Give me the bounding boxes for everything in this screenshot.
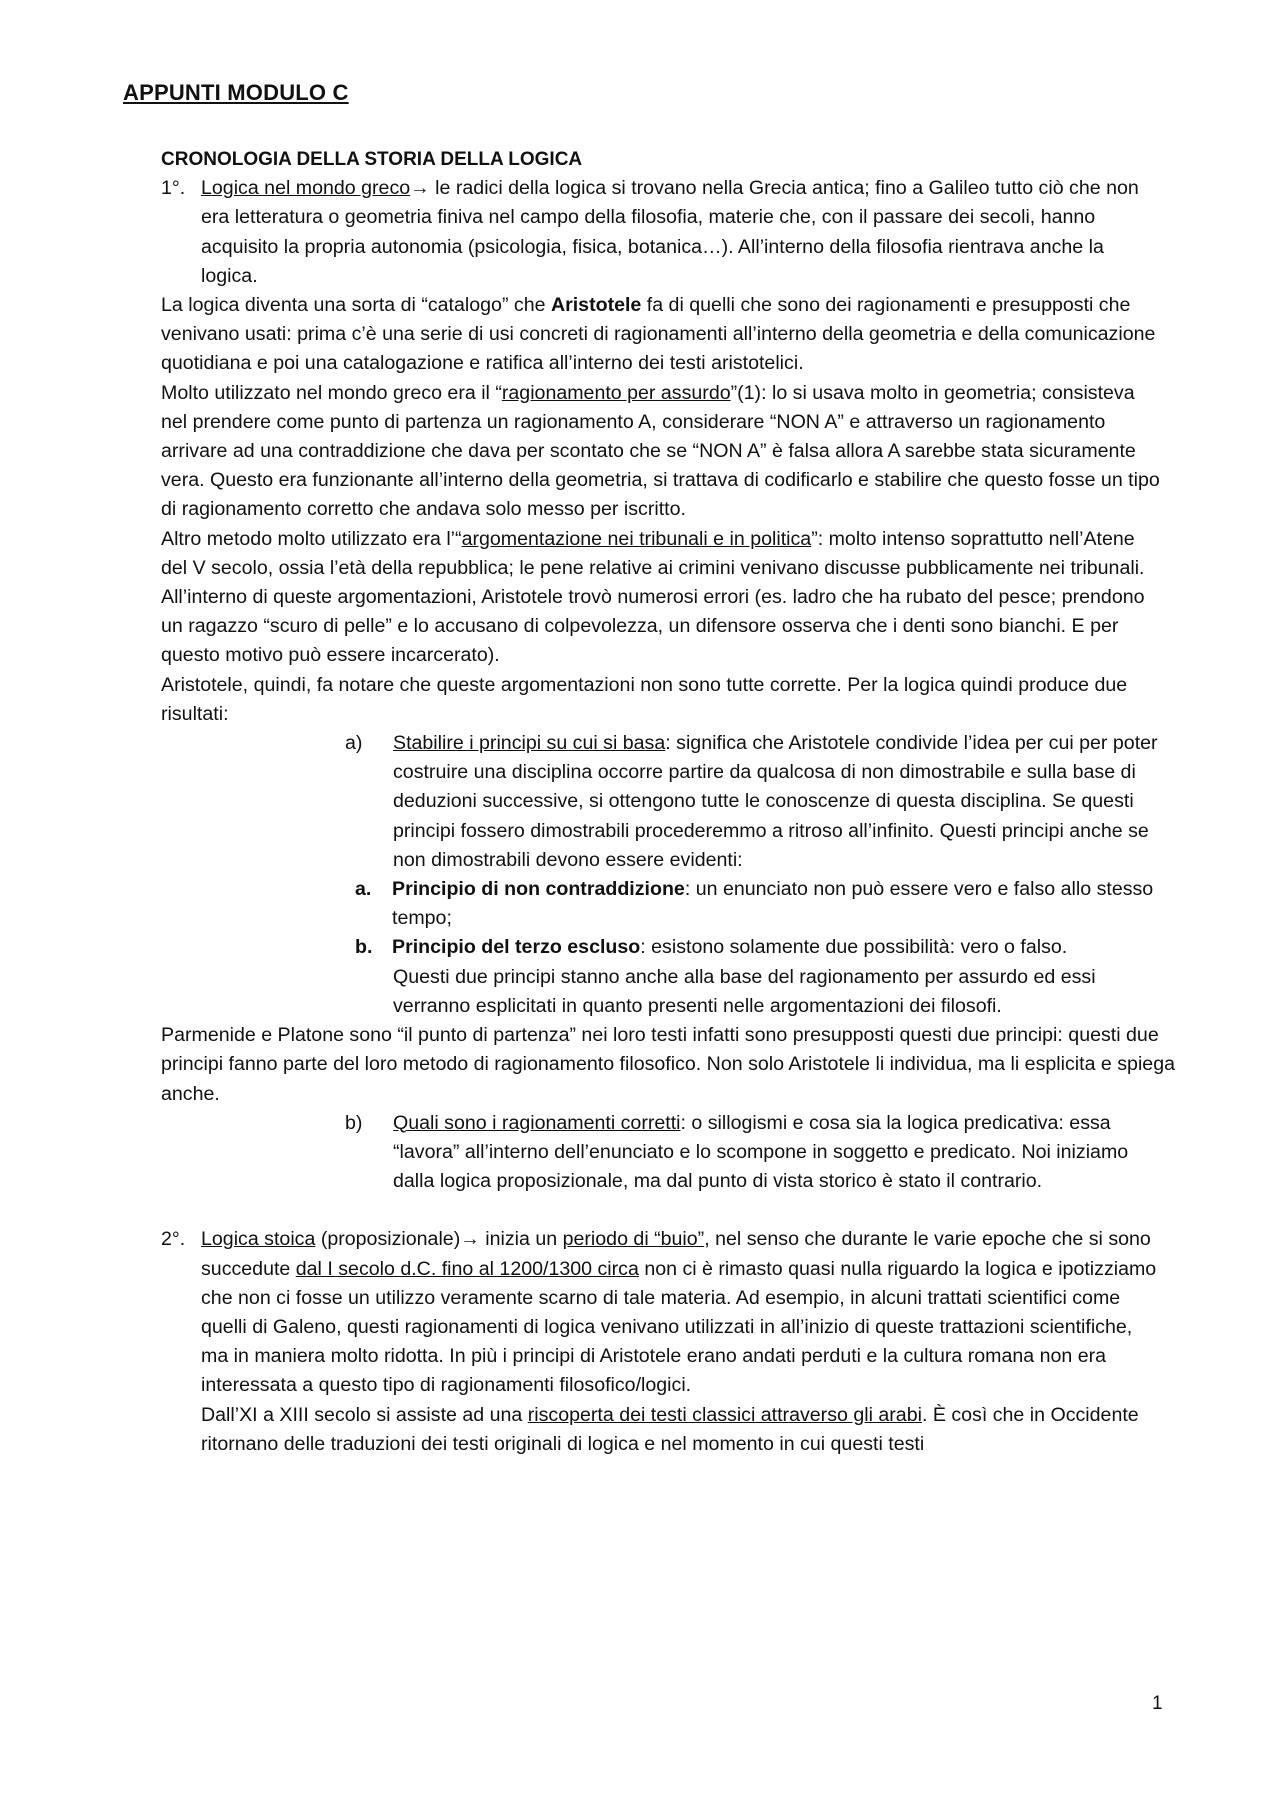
document-title: APPUNTI MODULO C bbox=[123, 80, 349, 105]
item-number: 1°. bbox=[161, 177, 186, 200]
bold-term: Principio del terzo escluso bbox=[392, 936, 641, 959]
paragraph-text: Molto utilizzato nel mondo greco era il “ bbox=[161, 381, 502, 404]
underlined-term: riscoperta dei testi classici attraverso gli arabi bbox=[527, 1403, 922, 1426]
paragraph-text: (proposizionale) bbox=[315, 1228, 461, 1251]
sub-label: b. bbox=[355, 936, 373, 959]
paragraph-text: : esistono solamente due possibilità: vero o falso. bbox=[640, 936, 1068, 959]
paragraph-principi-base: Questi due principi stanno anche alla base del ragionamento per assurdo ed essi verranno esplicitati in quanto presenti nelle argomentazioni dei filosofi. bbox=[393, 965, 1096, 1017]
sub-item-a bbox=[355, 875, 1161, 933]
underlined-term: Quali sono i ragionamenti corretti bbox=[393, 1111, 681, 1134]
paragraph-text: le radici della logica si trovano nella Grecia antica; fino a Galileo tutto ciò che non era letteratura o geometria finiva nel campo della filosofia, materie che, con il passare dei secoli, hanno acquisito la propria autonomia (psicologia, fisica, botanica…). All’interno della filosofia rientrava anche la logica. bbox=[201, 177, 1139, 287]
sub-label: a. bbox=[355, 878, 372, 901]
paragraph-parmenide: Parmenide e Platone sono “il punto di partenza” nei loro testi infatti sono presupposti questi due principi: questi due principi fanno parte del loro metodo di ragionamento filosofico. Non solo Aristotele li individua, ma li esplicita e spiega anche. bbox=[161, 1024, 1175, 1105]
paragraph-text: fa di quelli che sono dei ragionamenti e presupposti che venivano usati: prima c’è una serie di usi concreti di ragionamenti all’interno della geometria e della comunicazione quotidiana e poi una catalogazione e ratifica all’interno dei testi aristotelici. bbox=[161, 294, 1156, 375]
numbered-item-1 bbox=[161, 174, 1161, 291]
underlined-term: argomentazione nei tribunali e in politica bbox=[461, 527, 812, 550]
results-list bbox=[345, 729, 1161, 1021]
paragraph-text: La logica diventa una sorta di “catalogo” che bbox=[161, 294, 551, 317]
paragraph-tribunali bbox=[161, 525, 1161, 671]
paragraph-text: ”: molto intenso soprattutto nell’Atene del V secolo, ossia l’età della repubblica; le pene relative ai crimini venivano discusse pubblicamente nei tribunali. All’interno di queste argomentazioni, Aristotele trovò numerosi errori (es. ladro che ha rubato del pesce; prendono un ragazzo “scuro di pelle” e lo accusano di colpevolezza, un difensore osserva che i denti sono bianchi. E per questo motivo può essere incarcerato). bbox=[161, 527, 1145, 667]
spacer bbox=[161, 1196, 1161, 1225]
bold-term: Principio di non contraddizione bbox=[392, 878, 685, 901]
page-number: 1 bbox=[1152, 1693, 1163, 1714]
paragraph-text: : o sillogismi e cosa sia la logica predicativa: essa “lavora” all’interno dell’enunciato e lo scompone in soggetto e predicato. Noi iniziamo dalla logica proposizionale, ma dal punto di vista storico è stato il contrario. bbox=[393, 1111, 1129, 1193]
numbered-item-2 bbox=[161, 1225, 1161, 1400]
section-title: CRONOLOGIA DELLA STORIA DELLA LOGICA bbox=[161, 149, 583, 170]
topic-heading: Logica stoica bbox=[201, 1228, 316, 1251]
list-label: a) bbox=[345, 732, 363, 755]
paragraph-catalogo bbox=[161, 291, 1161, 379]
paragraph-text: , nel senso che durante le varie epoche che si sono succedute bbox=[201, 1228, 1151, 1280]
underlined-term: Stabilire i principi su cui si basa bbox=[393, 732, 666, 755]
arrow-icon: → bbox=[460, 1228, 480, 1251]
paragraph-text: : significa che Aristotele condivide l’idea per cui per poter costruire una disciplina occorre partire da qualcosa di non dimostrabile e sulla base di deduzioni successive, si ottengono tutte le conoscenze di questa disciplina. Se questi principi fossero dimostrabili procederemmo a ritroso all’infinito. Questi principi anche se non dimostrabili devono essere evidenti: bbox=[393, 732, 1158, 871]
paragraph-text: ”(1): lo si usava molto in geometria; consisteva nel prendere come punto di partenza un ragionamento A, considerare “NON A” e attraverso un ragionamento arrivare ad una contraddizione che dava per scontato che se “NON A” è falsa allora A sarebbe stata sicuramente vera. Questo era funzionante all’interno della geometria, si trattava di codificarlo e stabilire che questo fosse un tipo di ragionamento corretto che andava solo messo per iscritto. bbox=[161, 381, 1160, 521]
list-item-b bbox=[345, 1109, 1161, 1197]
paragraph-text: Altro metodo molto utilizzato era l’“ bbox=[161, 527, 462, 550]
paragraph-text: : un enunciato non può essere vero e falso allo stesso tempo; bbox=[392, 878, 1154, 930]
underlined-term: periodo di “buio” bbox=[562, 1228, 705, 1251]
numbered-item-2-continued bbox=[161, 1401, 1161, 1459]
paragraph-text: . È così che in Occidente ritornano delle traduzioni dei testi originali di logica e nel momento in cui questi testi bbox=[201, 1403, 1139, 1455]
results-list-continued bbox=[345, 1109, 1161, 1197]
list-label: b) bbox=[345, 1111, 363, 1134]
paragraph-text: Dall’XI a XIII secolo si assiste ad una bbox=[201, 1403, 528, 1426]
topic-heading: Logica nel mondo greco bbox=[201, 177, 411, 200]
paragraph-text: non ci è rimasto quasi nulla riguardo la logica e ipotizziamo che non ci fosse un utilizzo veramente scarno di tale materia. Ad esempio, in alcuni trattati scientifici come quelli di Galeno, questi ragionamenti di logica venivano utilizzati in all’inizio di queste trattazioni scientifiche, ma in maniera molto ridotta. In più i principi di Aristotele erano andati perduti e la cultura romana non era interessata a questo tipo di ragionamenti filosofico/logici. bbox=[201, 1257, 1157, 1397]
arrow-icon: → bbox=[410, 177, 430, 200]
paragraph-text: inizia un bbox=[479, 1228, 563, 1251]
paragraph-assurdo bbox=[161, 379, 1161, 525]
bold-term: Aristotele bbox=[550, 294, 642, 317]
underlined-term: dal I secolo d.C. fino al 1200/1300 circa bbox=[295, 1257, 639, 1280]
document-body bbox=[161, 145, 1175, 1459]
paragraph-risultati: Aristotele, quindi, fa notare che queste argomentazioni non sono tutte corrette. Per la logica quindi produce due risultati: bbox=[161, 673, 1128, 725]
underlined-term: ragionamento per assurdo bbox=[501, 381, 731, 404]
list-item-a bbox=[345, 729, 1161, 875]
sub-item-b bbox=[355, 933, 1161, 962]
item-number: 2°. bbox=[161, 1228, 186, 1251]
